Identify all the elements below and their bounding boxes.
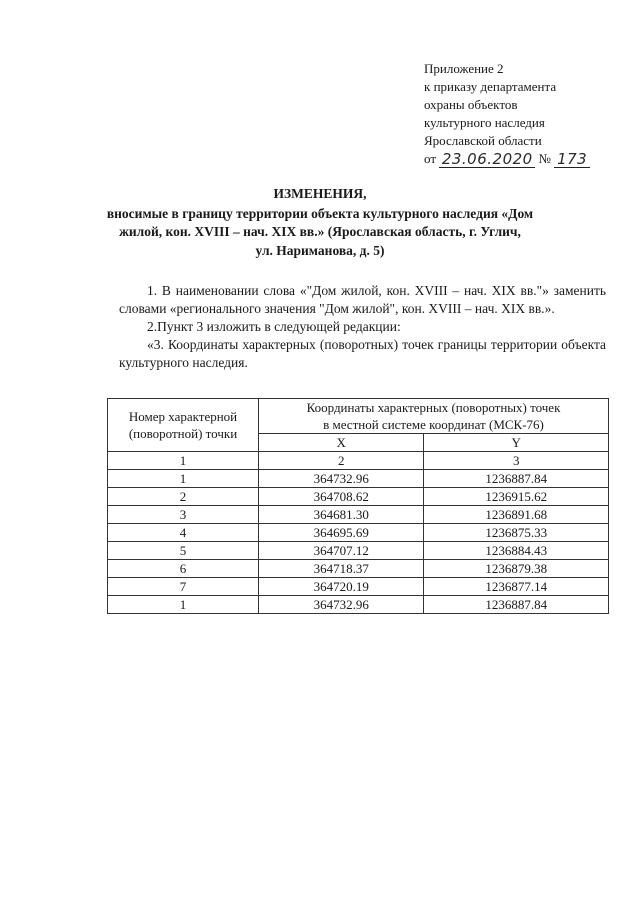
table-cell: 1 — [108, 470, 259, 488]
document-title — [100, 185, 540, 260]
table-cell: 1236891.68 — [424, 506, 609, 524]
table-cell: 1236915.62 — [424, 488, 609, 506]
table-cell: 5 — [108, 542, 259, 560]
handwritten-date: 23.06.2020 — [439, 151, 535, 168]
paragraph-3: «3. Координаты характерных (поворотных) точек границы территории объекта культурного наследия. — [119, 337, 606, 370]
title-heading: ИЗМЕНЕНИЯ, — [273, 186, 367, 201]
table-cell: 3 — [108, 506, 259, 524]
table-cell: 1 — [108, 452, 259, 470]
from-label: от — [424, 151, 437, 166]
appendix-header — [424, 60, 624, 168]
appendix-line: культурного наследия — [424, 115, 545, 130]
table-cell: 7 — [108, 578, 259, 596]
title-line: ул. Нариманова, д. 5) — [255, 242, 385, 258]
table-cell: 1236887.84 — [424, 470, 609, 488]
appendix-line: Приложение 2 — [424, 61, 504, 76]
table-cell: 364732.96 — [259, 596, 424, 614]
table-row — [108, 470, 609, 488]
appendix-line: охраны объектов — [424, 97, 518, 112]
paragraph-2: 2.Пункт 3 изложить в следующей редакции: — [147, 319, 401, 334]
table-cell: 2 — [259, 452, 424, 470]
appendix-line: к приказу департамента — [424, 79, 557, 94]
table-row — [108, 542, 609, 560]
x-header: X — [259, 434, 424, 452]
coordinates-table — [107, 398, 609, 614]
table-cell: 1 — [108, 596, 259, 614]
title-line: вносимые в границу территории объекта культурного наследия «Дом — [106, 205, 534, 221]
table-cell: 1236875.33 — [424, 524, 609, 542]
document-body — [119, 282, 606, 372]
table-cell: 364720.19 — [259, 578, 424, 596]
table-row — [108, 596, 609, 614]
handwritten-number: 173 — [554, 151, 590, 168]
table-cell: 4 — [108, 524, 259, 542]
table-cell: 364732.96 — [259, 470, 424, 488]
table-row — [108, 524, 609, 542]
table-cell: 364718.37 — [259, 560, 424, 578]
table-row — [108, 578, 609, 596]
coordinates-body — [108, 452, 609, 614]
table-cell: 364708.62 — [259, 488, 424, 506]
point-number-header: Номер характерной (поворотной) точки — [108, 399, 259, 452]
appendix-line: Ярославской области — [424, 133, 542, 148]
table-cell: 1236884.43 — [424, 542, 609, 560]
table-cell: 1236887.84 — [424, 596, 609, 614]
y-header: Y — [424, 434, 609, 452]
paragraph-1: 1. В наименовании слова «"Дом жилой, кон. XVIII – нач. XIX вв."» заменить словами «регионального значения "Дом жилой", кон. XVIII – нач. XIX вв.». — [119, 283, 606, 316]
table-row — [108, 506, 609, 524]
number-label: № — [538, 151, 551, 166]
table-cell: 364707.12 — [259, 542, 424, 560]
index-row — [108, 452, 609, 470]
table-cell: 2 — [108, 488, 259, 506]
order-date-line — [424, 151, 590, 166]
coordinates-header: Координаты характерных (поворотных) точек в местной системе координат (МСК-76) — [259, 399, 609, 434]
table-cell: 1236879.38 — [424, 560, 609, 578]
table-cell: 3 — [424, 452, 609, 470]
table-cell: 364681.30 — [259, 506, 424, 524]
title-line: жилой, кон. XVIII – нач. XIX вв.» (Ярославская область, г. Углич, — [119, 224, 521, 239]
table-cell: 6 — [108, 560, 259, 578]
table-cell: 1236877.14 — [424, 578, 609, 596]
table-row — [108, 560, 609, 578]
table-cell: 364695.69 — [259, 524, 424, 542]
table-row — [108, 488, 609, 506]
